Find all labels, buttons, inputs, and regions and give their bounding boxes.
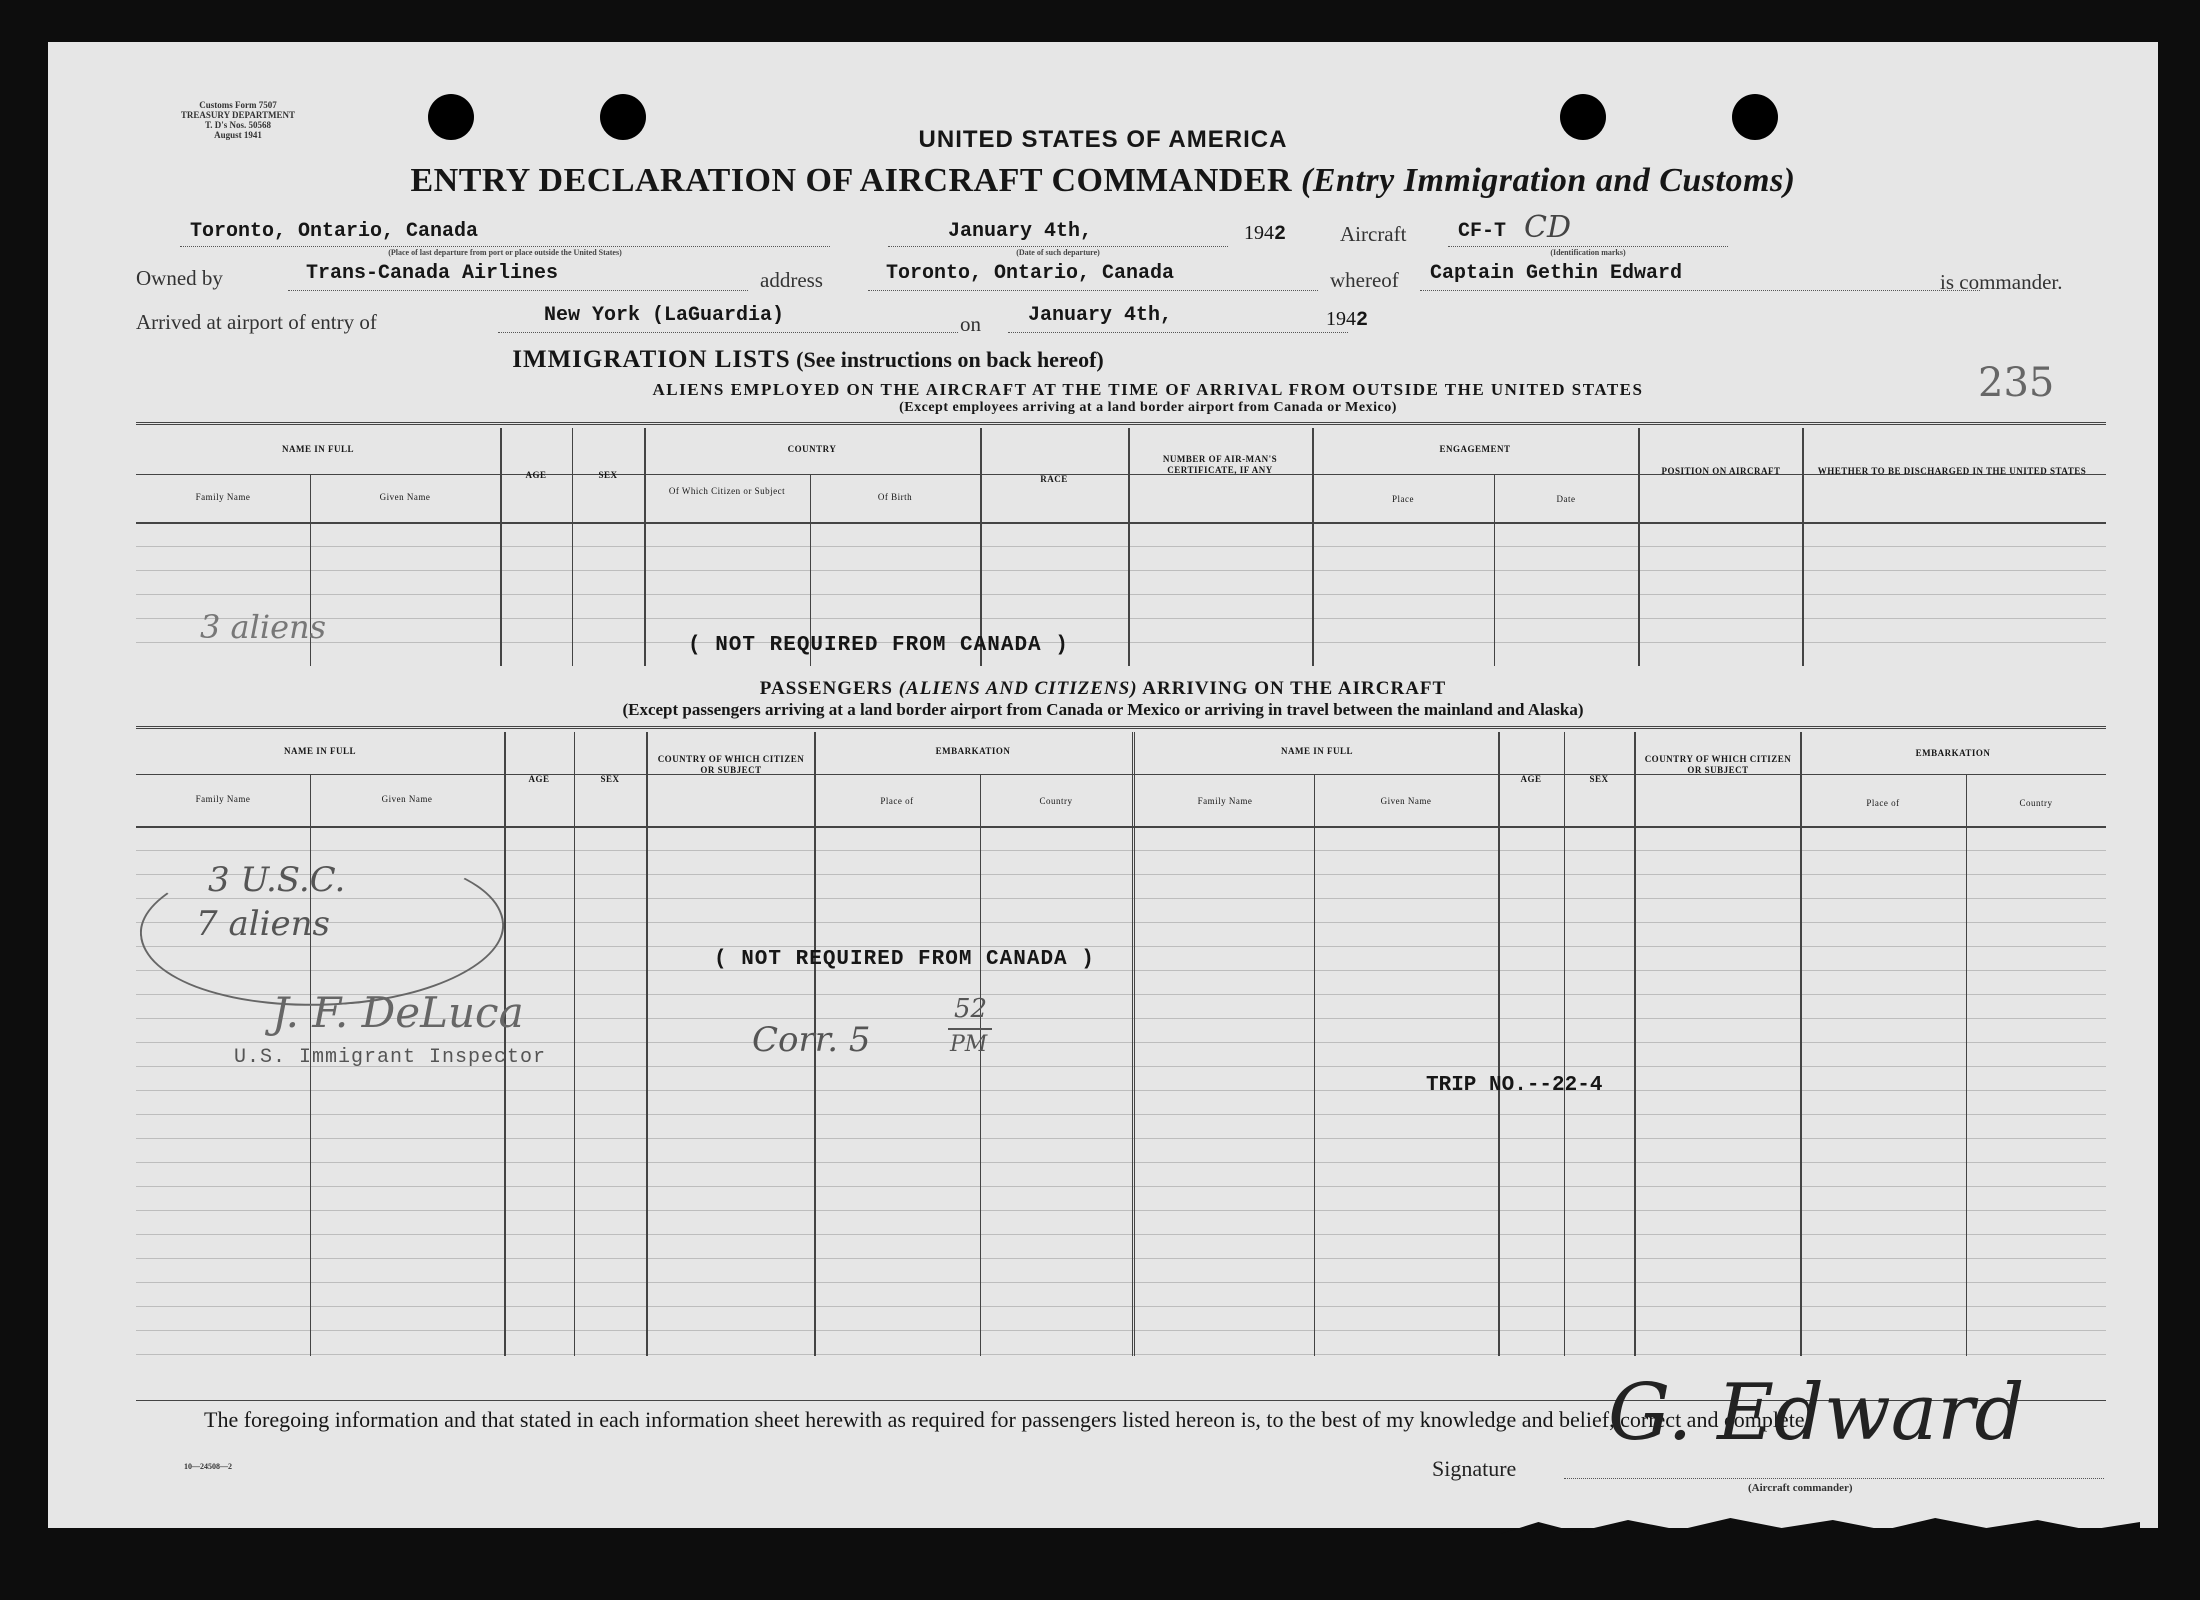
ruled-line xyxy=(136,1306,2106,1307)
pass-col-header-embarkation: EMBARKATION xyxy=(935,746,1011,756)
column-rule xyxy=(572,428,573,666)
departure-date-caption: (Date of such departure) xyxy=(1016,248,1100,257)
col-header-race: RACE xyxy=(1040,474,1068,484)
column-rule xyxy=(1128,428,1130,666)
commander-name: Captain Gethin Edward xyxy=(1430,262,1683,285)
owner-name: Trans-Canada Airlines xyxy=(306,262,559,285)
year-suffix: 2 xyxy=(1274,223,1287,246)
ruled-line xyxy=(136,1210,2106,1211)
ruled-line xyxy=(136,1258,2106,1259)
column-rule xyxy=(574,732,575,1356)
column-rule xyxy=(644,428,646,666)
signature-label: Signature xyxy=(1432,1456,1517,1481)
underline xyxy=(1420,290,1980,291)
ruled-line xyxy=(136,1234,2106,1235)
pass-col-header-family-2: Family Name xyxy=(1197,796,1253,806)
aircraft-label: Aircraft xyxy=(1340,222,1407,246)
col-header-certificate: NUMBER OF AIR-MAN'S CERTIFICATE, IF ANY xyxy=(1162,454,1278,475)
underline xyxy=(498,332,958,333)
underline xyxy=(868,290,1318,291)
pass-col-header-country-citizen: COUNTRY OF WHICH CITIZEN OR SUBJECT xyxy=(657,754,805,775)
col-header-sex: SEX xyxy=(598,470,618,480)
column-rule xyxy=(646,732,648,1356)
form-id-line: T. D's Nos. 50568 xyxy=(204,120,272,130)
pass-col-header-place-2: Place of xyxy=(1866,798,1900,808)
underline xyxy=(1008,332,1348,333)
departure-year xyxy=(1244,222,1286,246)
form-id-line: Customs Form 7507 xyxy=(199,100,277,110)
column-rule xyxy=(504,732,506,1356)
column-rule xyxy=(1634,732,1636,1356)
aliens-handwritten-note: 3 aliens xyxy=(200,608,327,646)
address-label: address xyxy=(760,268,823,292)
column-rule xyxy=(1498,732,1500,1356)
time-note-minutes: 52 xyxy=(954,994,988,1024)
passengers-heading-prefix: PASSENGERS xyxy=(759,678,893,699)
table-border xyxy=(136,422,2106,425)
col-header-family: Family Name xyxy=(195,492,251,502)
underline xyxy=(288,290,748,291)
col-header-country: COUNTRY xyxy=(787,444,837,454)
form-id-line: August 1941 xyxy=(214,130,262,140)
pass-col-header-age: AGE xyxy=(528,774,550,784)
table-rule xyxy=(136,522,2106,524)
ruled-line xyxy=(136,1162,2106,1163)
ruled-line xyxy=(136,570,2106,571)
column-rule xyxy=(500,428,502,666)
ruled-line xyxy=(136,1186,2106,1187)
aliens-not-required-stamp: ( NOT REQUIRED FROM CANADA ) xyxy=(688,634,1069,657)
pass-col-header-sex: SEX xyxy=(600,774,620,784)
departure-date: January 4th, xyxy=(948,220,1093,243)
ruled-line xyxy=(136,1330,2106,1331)
ruled-line xyxy=(136,642,2106,643)
ruled-line xyxy=(136,1090,2106,1091)
col-header-date: Date xyxy=(1556,494,1576,504)
ruled-line xyxy=(136,850,2106,851)
aliens-note: (Except employees arriving at a land border airport from Canada or Mexico) xyxy=(899,400,1397,415)
whereof-label: whereof xyxy=(1330,268,1399,292)
pass-col-header-country-2: Country xyxy=(2019,798,2053,808)
form-title xyxy=(48,162,2158,200)
col-header-engagement: ENGAGEMENT xyxy=(1439,444,1511,454)
pass-col-header-country-citizen-2: COUNTRY OF WHICH CITIZEN OR SUBJECT xyxy=(1644,754,1792,775)
passengers-heading xyxy=(48,678,2158,700)
page-number: 235 xyxy=(1978,360,2055,406)
column-rule xyxy=(1966,774,1967,1356)
arrival-on-label: on xyxy=(960,312,981,336)
arrival-airport: New York (LaGuardia) xyxy=(544,304,785,327)
immigration-title-note: (See instructions on back hereof) xyxy=(796,347,1104,372)
inspector-signature: J. F. DeLuca xyxy=(272,988,524,1037)
pass-col-header-embarkation-2: EMBARKATION xyxy=(1915,748,1991,758)
ruled-line xyxy=(136,546,2106,547)
pass-col-header-sex-2: SEX xyxy=(1589,774,1609,784)
year-suffix: 2 xyxy=(1356,309,1369,332)
aliens-heading: ALIENS EMPLOYED ON THE AIRCRAFT AT THE TIME OF ARRIVAL FROM OUTSIDE THE UNITED STATES xyxy=(652,380,1644,399)
form-title-main: ENTRY DECLARATION OF AIRCRAFT COMMANDER xyxy=(410,162,1293,199)
col-header-birth: Of Birth xyxy=(877,492,913,502)
signature-line xyxy=(1564,1478,2104,1479)
time-note-rule xyxy=(948,1028,992,1030)
underline xyxy=(888,246,1228,247)
table-rule xyxy=(136,826,2106,828)
column-rule xyxy=(1314,774,1315,1356)
pass-col-header-country: Country xyxy=(1039,796,1073,806)
pass-col-header-family: Family Name xyxy=(195,794,251,804)
table-border xyxy=(136,726,2106,729)
column-rule xyxy=(980,428,982,666)
departure-place-caption: (Place of last departure from port or place outside the United States) xyxy=(388,248,622,257)
pass-col-header-age-2: AGE xyxy=(1520,774,1542,784)
aircraft-id-typed: CF-T xyxy=(1458,220,1507,243)
commander-signature: G. Edward xyxy=(1608,1368,2025,1458)
pass-col-header-place: Place of xyxy=(880,796,914,806)
col-header-age: AGE xyxy=(525,470,547,480)
immigration-title: IMMIGRATION LISTS xyxy=(512,346,791,373)
passengers-hand-note-1: 3 U.S.C. xyxy=(208,860,346,900)
ruled-line xyxy=(136,1042,2106,1043)
col-header-discharged: WHETHER TO BE DISCHARGED IN THE UNITED STATES xyxy=(1817,466,2087,476)
time-note: Corr. 5 xyxy=(752,1020,871,1060)
signature-caption: (Aircraft commander) xyxy=(1748,1482,1853,1494)
ruled-line xyxy=(136,1282,2106,1283)
form-sheet xyxy=(48,42,2158,1528)
country-heading: UNITED STATES OF AMERICA xyxy=(918,126,1288,153)
column-rule xyxy=(980,774,981,1356)
ruled-line xyxy=(136,594,2106,595)
passengers-heading-suffix: ARRIVING ON THE AIRCRAFT xyxy=(1142,678,1447,699)
passengers-heading-italic: (ALIENS AND CITIZENS) xyxy=(898,678,1138,699)
form-id-line: TREASURY DEPARTMENT xyxy=(180,110,296,120)
passengers-note: (Except passengers arriving at a land border airport from Canada or Mexico or arriving in travel between the mainland and Alaska) xyxy=(622,700,1584,719)
table-rule xyxy=(136,774,2106,775)
immigration-heading xyxy=(48,346,1568,374)
trip-number: TRIP NO.--22-4 xyxy=(1426,1074,1603,1097)
declaration-statement: The foregoing information and that stated in each information sheet herewith as required for passengers listed hereon is, to the best of my knowledge and belief, correct and complete. xyxy=(204,1407,1811,1432)
aircraft-id-handwritten: CD xyxy=(1524,210,1572,245)
column-rule xyxy=(1802,428,1804,666)
form-title-sub: (Entry Immigration and Customs) xyxy=(1301,162,1796,199)
col-header-given: Given Name xyxy=(379,492,431,502)
col-header-citizen: Of Which Citizen or Subject xyxy=(668,486,786,496)
commander-suffix: is commander. xyxy=(1940,270,2063,294)
departure-place: Toronto, Ontario, Canada xyxy=(190,220,479,243)
underline xyxy=(1448,246,1728,247)
print-code: 10—24508—2 xyxy=(184,1462,232,1471)
pass-col-header-name-2: NAME IN FULL xyxy=(1280,746,1353,756)
year-prefix: 194 xyxy=(1244,222,1274,244)
column-rule xyxy=(1312,428,1314,666)
owner-address: Toronto, Ontario, Canada xyxy=(886,262,1175,285)
ruled-line xyxy=(136,618,2106,619)
pass-col-header-name: NAME IN FULL xyxy=(283,746,356,756)
col-header-position: POSITION ON AIRCRAFT xyxy=(1661,466,1781,476)
column-rule xyxy=(1564,732,1565,1356)
column-rule xyxy=(1132,732,1135,1356)
col-header-name: NAME IN FULL xyxy=(281,444,354,454)
pass-col-header-given: Given Name xyxy=(381,794,433,804)
underline xyxy=(180,246,830,247)
col-header-place: Place xyxy=(1392,494,1414,504)
arrival-date: January 4th, xyxy=(1028,304,1173,327)
arrival-year xyxy=(1326,308,1368,332)
ruled-line xyxy=(136,1354,2106,1355)
passengers-not-required-stamp: ( NOT REQUIRED FROM CANADA ) xyxy=(714,948,1095,971)
aircraft-caption: (Identification marks) xyxy=(1550,248,1626,257)
year-prefix: 194 xyxy=(1326,308,1356,330)
column-rule xyxy=(1638,428,1640,666)
time-note-pm: PM xyxy=(950,1032,988,1057)
pass-col-header-given-2: Given Name xyxy=(1380,796,1432,806)
passengers-hand-note-2: 7 aliens xyxy=(196,904,330,944)
ruled-line xyxy=(136,1138,2106,1139)
column-rule xyxy=(1800,732,1802,1356)
owned-by-label: Owned by xyxy=(136,266,223,290)
inspector-title: U.S. Immigrant Inspector xyxy=(234,1046,547,1069)
ruled-line xyxy=(136,1114,2106,1115)
arrival-label: Arrived at airport of entry of xyxy=(136,310,377,334)
